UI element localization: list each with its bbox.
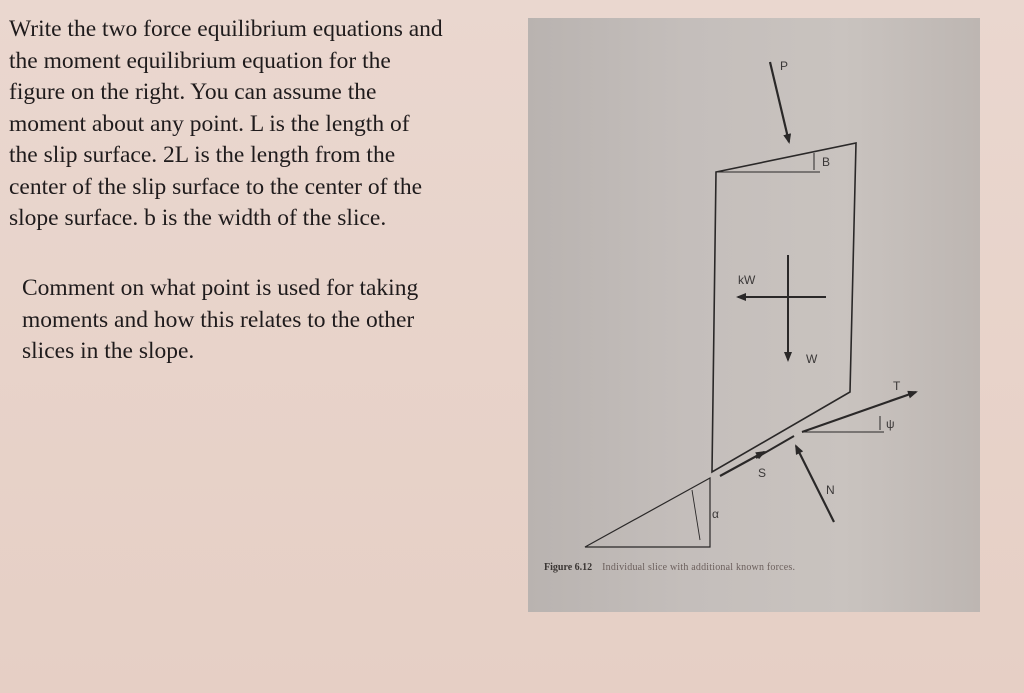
text-line: Write the two force equilibrium equations and bbox=[9, 16, 443, 42]
text-line: Comment on what point is used for taking bbox=[22, 275, 419, 301]
slice-diagram bbox=[528, 18, 980, 612]
text-line: slope surface. b is the width of the slice. bbox=[9, 205, 387, 231]
n-label: N bbox=[826, 483, 835, 497]
text-line: center of the slip surface to the center of the bbox=[9, 173, 423, 200]
figure-number: Figure 6.12 bbox=[544, 562, 593, 573]
figure-caption bbox=[544, 562, 795, 573]
w-label: W bbox=[806, 352, 818, 366]
question-paragraph-2 bbox=[22, 273, 418, 368]
text-line: moment about any point. L is the length of bbox=[9, 110, 410, 137]
text-line: slices in the slope. bbox=[22, 338, 195, 364]
text-line: the slip surface. 2L is the length from the bbox=[9, 142, 396, 168]
text-line: figure on the right. You can assume the bbox=[9, 79, 377, 105]
slip-surface-line bbox=[756, 436, 794, 458]
figure-panel bbox=[528, 18, 980, 612]
alpha-triangle bbox=[585, 478, 710, 547]
t-force-arrow bbox=[802, 392, 916, 432]
p-force-arrow bbox=[770, 62, 789, 142]
s-label: S bbox=[758, 466, 767, 480]
beta-label: B bbox=[822, 155, 831, 169]
alpha-arc-mark bbox=[692, 490, 700, 540]
question-paragraph-1 bbox=[9, 14, 519, 235]
slice-outline bbox=[712, 143, 856, 472]
figure-caption-text: Individual slice with additional known forces. bbox=[602, 562, 796, 573]
text-line: the moment equilibrium equation for the bbox=[9, 47, 391, 74]
p-label: P bbox=[780, 59, 789, 73]
text-line: moments and how this relates to the other bbox=[22, 306, 415, 333]
psi-label: ψ bbox=[886, 417, 895, 431]
alpha-label: α bbox=[712, 507, 719, 521]
kw-label: kW bbox=[738, 273, 756, 287]
t-label: T bbox=[893, 379, 901, 393]
